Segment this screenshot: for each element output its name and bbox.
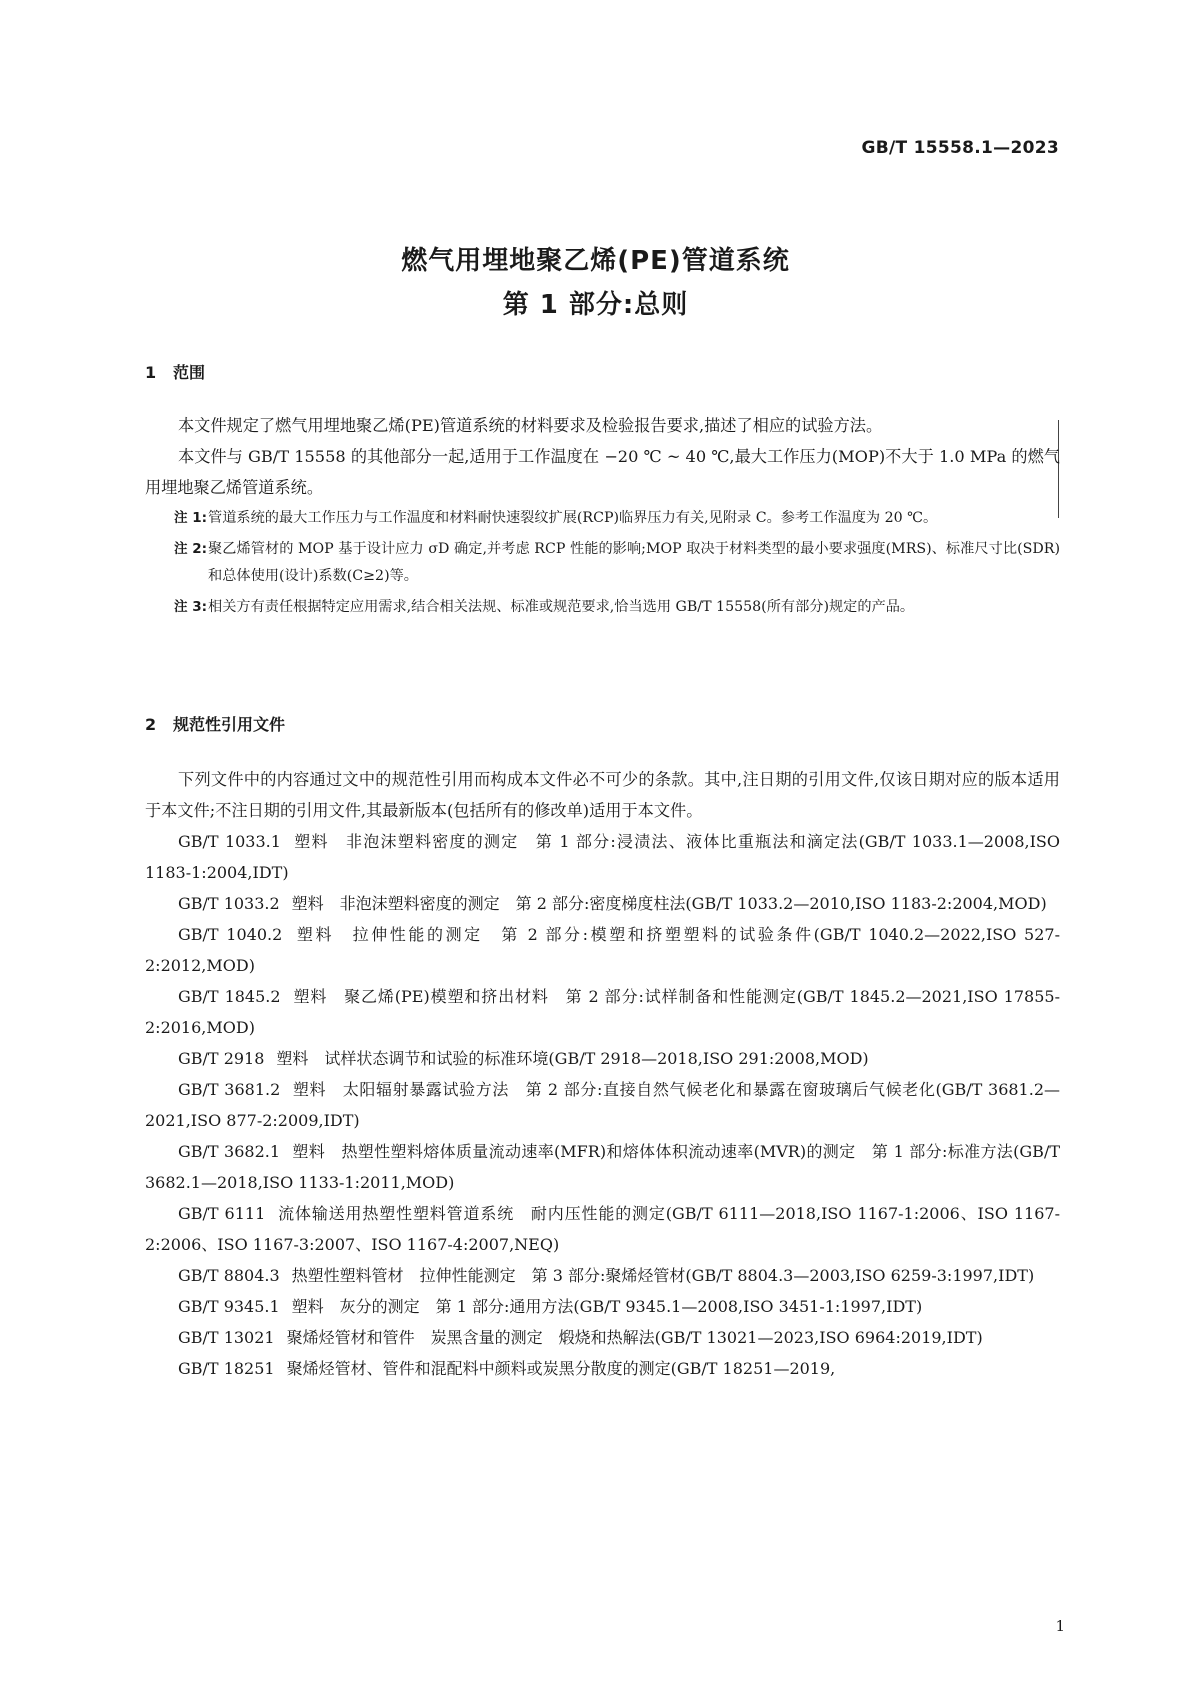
page-number: 1 — [1055, 1617, 1065, 1635]
reference-title: 塑料 太阳辐射暴露试验方法 第 2 部分:直接自然气候老化和暴露在窗玻璃后气候老化 — [292, 1080, 936, 1099]
reference-entry — [145, 1322, 1060, 1353]
reference-code: GB/T 3681.2 — [178, 1080, 281, 1099]
references-body — [145, 764, 1060, 1384]
note-text: 管道系统的最大工作压力与工作温度和材料耐快速裂纹扩展(RCP)临界压力有关,见附录 C。参考工作温度为 20 ℃。 — [208, 510, 938, 526]
reference-title: 热塑性塑料管材 拉伸性能测定 第 3 部分:聚烯烃管材 — [291, 1266, 686, 1285]
reference-title: 聚烯烃管材和管件 炭黑含量的测定 煅烧和热解法 — [286, 1328, 655, 1347]
reference-details: (GB/T 6111—2018,ISO 1167-1:2006、ISO 1167-2:2006、ISO 1167-3:2007、ISO 1167-4:2007,NEQ) — [145, 1204, 1060, 1254]
reference-title: 塑料 灰分的测定 第 1 部分:通用方法 — [291, 1297, 574, 1316]
reference-title: 塑料 非泡沫塑料密度的测定 第 2 部分:密度梯度柱法 — [291, 894, 686, 913]
reference-code: GB/T 1845.2 — [178, 987, 281, 1006]
reference-entry — [145, 981, 1060, 1043]
reference-details: (GB/T 9345.1—2008,ISO 3451-1:1997,IDT) — [573, 1297, 923, 1316]
reference-entry — [145, 1043, 1060, 1074]
reference-details: (GB/T 3682.1—2018,ISO 1133-1:2011,MOD) — [145, 1142, 1060, 1192]
section-heading-scope — [145, 360, 205, 383]
reference-details: (GB/T 1033.1—2008,ISO 1183-1:2004,IDT) — [145, 832, 1060, 882]
note-text: 聚乙烯管材的 MOP 基于设计应力 σD 确定,并考虑 RCP 性能的影响;MOP 取决于材料类型的最小要求强度(MRS)、标准尺寸比(SDR)和总体使用(设计)系数(C≥2)等。 — [208, 541, 1060, 584]
reference-title: 塑料 聚乙烯(PE)模塑和挤出材料 第 2 部分:试样制备和性能测定 — [292, 987, 797, 1006]
reference-code: GB/T 13021 — [178, 1328, 275, 1347]
references-intro: 下列文件中的内容通过文中的规范性引用而构成本文件必不可少的条款。其中,注日期的引用文件,仅该日期对应的版本适用于本文件;不注日期的引用文件,其最新版本(包括所有的修改单)适用于本文件。 — [145, 770, 1060, 820]
note — [145, 594, 1060, 621]
section-title: 范围 — [173, 363, 206, 382]
reference-code: GB/T 3682.1 — [178, 1142, 281, 1161]
reference-details: (GB/T 1845.2—2021,ISO 17855-2:2016,MOD) — [145, 987, 1060, 1037]
document-title-line2: 第 1 部分:总则 — [502, 290, 689, 320]
reference-code: GB/T 1033.2 — [178, 894, 280, 913]
reference-title: 塑料 试样状态调节和试验的标准环境 — [276, 1049, 549, 1068]
reference-code: GB/T 6111 — [178, 1204, 266, 1223]
reference-code: GB/T 2918 — [178, 1049, 265, 1068]
reference-entry — [145, 1198, 1060, 1260]
reference-entry — [145, 1260, 1060, 1291]
reference-entry — [145, 1136, 1060, 1198]
reference-details: (GB/T 18251—2019, — [670, 1359, 836, 1378]
section-heading-references — [145, 712, 285, 735]
note — [145, 505, 1060, 532]
section-title: 规范性引用文件 — [173, 715, 286, 734]
reference-entry — [145, 1074, 1060, 1136]
standard-code: GB/T 15558.1—2023 — [861, 138, 1059, 158]
reference-entry — [145, 888, 1060, 919]
scope-paragraph: 本文件规定了燃气用埋地聚乙烯(PE)管道系统的材料要求及检验报告要求,描述了相应的试验方法。 — [178, 416, 883, 435]
note-label: 注 1: — [174, 510, 207, 526]
reference-code: GB/T 1040.2 — [178, 925, 283, 944]
reference-entry — [145, 1291, 1060, 1322]
reference-title: 塑料 拉伸性能的测定 第 2 部分:模塑和挤塑塑料的试验条件 — [294, 925, 814, 944]
reference-details: (GB/T 3681.2—2021,ISO 877-2:2009,IDT) — [145, 1080, 1061, 1130]
section-number: 1 — [145, 363, 157, 382]
reference-code: GB/T 8804.3 — [178, 1266, 280, 1285]
reference-details: (GB/T 1040.2—2022,ISO 527-2:2012,MOD) — [145, 925, 1060, 975]
reference-details: (GB/T 1033.2—2010,ISO 1183-2:2004,MOD) — [685, 894, 1047, 913]
reference-details: (GB/T 13021—2023,ISO 6964:2019,IDT) — [654, 1328, 983, 1347]
reference-entry — [145, 919, 1060, 981]
note-text: 相关方有责任根据特定应用需求,结合相关法规、标准或规范要求,恰当选用 GB/T 15558(所有部分)规定的产品。 — [208, 599, 915, 615]
reference-title: 塑料 热塑性塑料熔体质量流动速率(MFR)和熔体体积流动速率(MVR)的测定 第 1 部分:标准方法 — [292, 1142, 1014, 1161]
reference-title: 塑料 非泡沫塑料密度的测定 第 1 部分:浸渍法、液体比重瓶法和滴定法 — [292, 832, 859, 851]
note — [145, 536, 1060, 590]
reference-title: 流体输送用热塑性塑料管道系统 耐内压性能的测定 — [277, 1204, 666, 1223]
scope-body — [145, 410, 1060, 625]
reference-code: GB/T 18251 — [178, 1359, 275, 1378]
reference-code: GB/T 1033.1 — [178, 832, 281, 851]
scope-paragraph: 本文件与 GB/T 15558 的其他部分一起,适用于工作温度在 −20 ℃ ~ 40 ℃,最大工作压力(MOP)不大于 1.0 MPa 的燃气用埋地聚乙烯管道系统。 — [145, 447, 1060, 497]
reference-details: (GB/T 8804.3—2003,ISO 6259-3:1997,IDT) — [685, 1266, 1035, 1285]
document-title-line1: 燃气用埋地聚乙烯(PE)管道系统 — [401, 246, 790, 276]
reference-code: GB/T 9345.1 — [178, 1297, 280, 1316]
reference-title: 聚烯烃管材、管件和混配料中颜料或炭黑分散度的测定 — [286, 1359, 671, 1378]
reference-entry — [145, 1353, 1060, 1384]
note-label: 注 2: — [174, 541, 207, 557]
reference-entry — [145, 826, 1060, 888]
note-label: 注 3: — [174, 599, 207, 615]
reference-details: (GB/T 2918—2018,ISO 291:2008,MOD) — [548, 1049, 869, 1068]
section-number: 2 — [145, 715, 157, 734]
